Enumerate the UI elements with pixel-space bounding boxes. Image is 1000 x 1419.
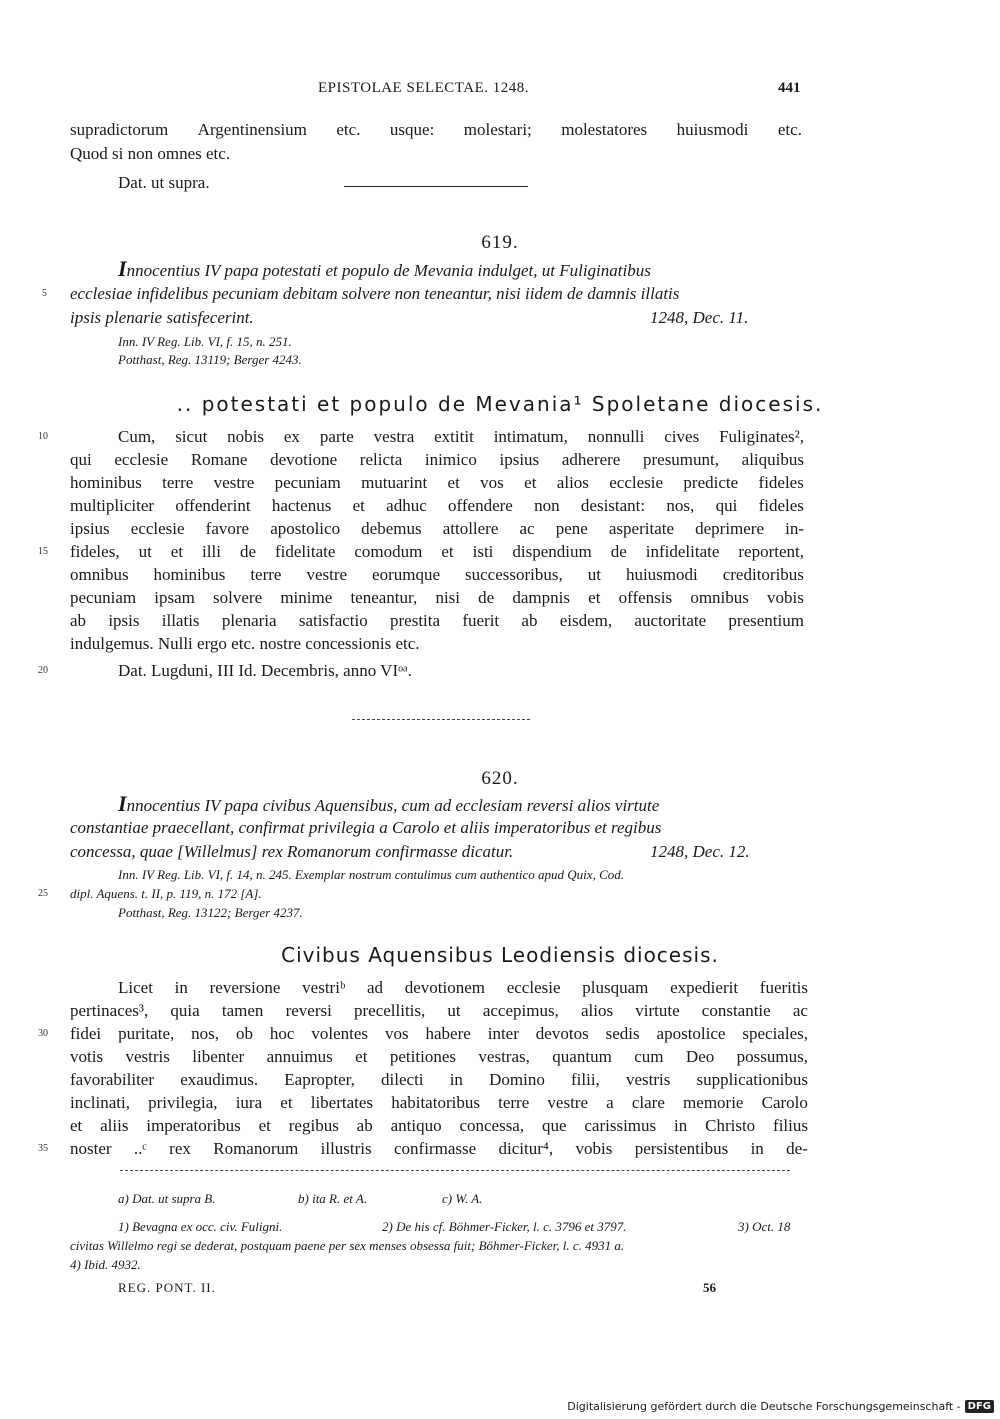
word: ipsius <box>70 519 110 538</box>
word: omnibus <box>690 588 749 607</box>
word: filii, <box>571 1070 600 1089</box>
running-title: EPISTOLAE SELECTAE. 1248. <box>318 80 530 96</box>
word: vestra <box>373 427 415 446</box>
word: privilegia, <box>148 1093 218 1112</box>
word: speciales, <box>742 1024 808 1043</box>
doc619-body-6 <box>70 564 804 586</box>
word: qui <box>715 496 738 515</box>
word: huiusmodi <box>625 565 698 584</box>
word: habere <box>425 1024 471 1043</box>
doc620-address: Civibus Aquensibus Leodiensis diocesis. <box>281 943 719 967</box>
footnote-3-cont: civitas Willelmo regi se dederat, postquam paene per sex menses obsessa fuit; Böhmer-Ficker, l. c. 4931 a. <box>70 1238 625 1253</box>
word: pecuniam <box>274 473 341 492</box>
word: ob <box>235 1024 253 1043</box>
word: favorabiliter <box>70 1070 155 1089</box>
word: inimico <box>424 450 477 469</box>
word: vobis <box>767 588 804 607</box>
word: Fuliginates², <box>719 427 804 446</box>
word: presumunt, <box>642 450 720 469</box>
line-number-10: 10 <box>38 431 48 442</box>
doc619-body-2 <box>70 472 804 494</box>
word: que <box>541 1116 567 1135</box>
word: attollere <box>442 519 499 538</box>
word: ipsius <box>499 450 540 469</box>
word: noster <box>70 1139 112 1158</box>
footnote-b: b) ita R. et A. <box>298 1191 368 1206</box>
word: Deo <box>685 1047 715 1066</box>
word: predicte <box>683 473 739 492</box>
word: vobis <box>575 1139 613 1158</box>
word: Romanorum <box>213 1139 299 1158</box>
doc619-body-1 <box>70 449 804 471</box>
doc619-body-3 <box>70 495 804 517</box>
word: de <box>239 542 256 561</box>
doc619-number: 619. <box>481 232 519 253</box>
word: antiquo <box>390 1116 442 1135</box>
doc620-ref-3: Potthast, Reg. 13122; Berger 4237. <box>118 905 303 920</box>
word: quia <box>170 1001 200 1020</box>
doc620-summary-2: constantiae praecellant, confirmat privilegia a Carolo et aliis imperatoribus et regibus <box>70 818 662 837</box>
word: vos <box>480 473 504 492</box>
word: offensis <box>618 588 673 607</box>
word: et <box>258 1116 271 1135</box>
word: prestita <box>390 611 441 630</box>
word: aliquibus <box>741 450 804 469</box>
line-number-5: 5 <box>42 288 47 299</box>
word: vestris <box>625 1070 671 1089</box>
word: et <box>447 473 460 492</box>
word: Christo <box>705 1116 756 1135</box>
doc620-summary-3: concessa, quae [Willelmus] rex Romanorum confirmasse dicatur. <box>70 842 514 861</box>
word: imperatoribus <box>146 1116 241 1135</box>
word: de <box>610 542 627 561</box>
word: dispendium <box>512 542 592 561</box>
doc619-body-4 <box>70 518 804 540</box>
doc619-summary-2: ecclesiae infidelibus pecuniam debitam solvere non teneantur, nisi iidem de damnis illatis <box>70 284 680 303</box>
word: dampnis <box>512 588 570 607</box>
word: ecclesie <box>114 450 169 469</box>
doc619-ref-2: Potthast, Reg. 13119; Berger 4243. <box>118 352 302 367</box>
word: asperitate <box>608 519 675 538</box>
word: ad <box>366 978 383 997</box>
word: cives <box>664 427 700 446</box>
doc619-drop-initial: I <box>118 256 127 281</box>
word: offendere <box>448 496 513 515</box>
word: presentium <box>728 611 804 630</box>
word: Cum, <box>118 427 156 446</box>
word: in <box>449 1070 463 1089</box>
word: ab <box>356 1116 373 1135</box>
doc620-body-4 <box>70 1069 808 1091</box>
word: relicta <box>359 450 403 469</box>
line-number-20: 20 <box>38 665 48 676</box>
prev-line-2: Quod si non omnes etc. <box>70 144 231 163</box>
word: ut <box>447 1001 461 1020</box>
word: persistentibus <box>634 1139 729 1158</box>
word: Eapropter, <box>284 1070 355 1089</box>
word: ac <box>792 1001 808 1020</box>
word: eorumque <box>372 565 441 584</box>
word: nos, <box>191 1024 220 1043</box>
word: pene <box>555 519 588 538</box>
word: ac <box>519 519 535 538</box>
word: nisi <box>435 588 460 607</box>
doc619-ref-1: Inn. IV Reg. Lib. VI, f. 15, n. 251. <box>118 334 292 349</box>
word: ex <box>283 427 300 446</box>
word: volentes <box>311 1024 369 1043</box>
word: expedierit <box>670 978 739 997</box>
word: creditoribus <box>722 565 804 584</box>
word: nos, <box>666 496 695 515</box>
word: fueritis <box>759 978 808 997</box>
word: libertates <box>310 1093 374 1112</box>
word: in <box>174 978 188 997</box>
word: exaudimus. <box>180 1070 259 1089</box>
word: vestre <box>213 473 255 492</box>
word: vestre <box>306 565 348 584</box>
word: multipliciter <box>70 496 155 515</box>
word: et <box>70 1116 83 1135</box>
footnote-separator <box>120 1170 790 1171</box>
word: ab <box>521 611 538 630</box>
word: vos <box>384 1024 409 1043</box>
line-number-25: 25 <box>38 888 48 899</box>
word: Licet <box>118 978 153 997</box>
doc619-body-5 <box>70 541 804 563</box>
word: puritate, <box>118 1024 175 1043</box>
doc620-body-7 <box>70 1138 808 1160</box>
word: adhuc <box>386 496 427 515</box>
word: pertinaces³, <box>70 1001 149 1020</box>
word: sicut <box>175 427 208 446</box>
doc619-dat: Dat. Lugduni, III Id. Decembris, anno VIᵒᵃ. <box>118 661 412 680</box>
doc619-body-7 <box>70 587 804 609</box>
word: non <box>534 496 560 515</box>
word: clare <box>631 1093 665 1112</box>
doc619-address: .. potestati et populo de Mevania¹ Spoletane diocesis. <box>176 392 824 416</box>
word: ecclesie <box>506 978 561 997</box>
word: terre <box>250 565 282 584</box>
doc620-ref-1: Inn. IV Reg. Lib. VI, f. 14, n. 245. Exemplar nostrum contulimus cum authentico apud Quix, Cod. <box>118 867 624 882</box>
word: hominibus <box>153 565 226 584</box>
word: hominibus <box>70 473 142 492</box>
word: extitit <box>434 427 474 446</box>
doc620-body-2 <box>70 1023 808 1045</box>
word: vestre <box>547 1093 588 1112</box>
doc620-number: 620. <box>481 768 519 789</box>
word: habitatoribus <box>391 1093 480 1112</box>
word: fideles, <box>70 542 120 561</box>
word: ecclesie <box>130 519 185 538</box>
word: vestris <box>125 1047 170 1066</box>
word: eisdem, <box>559 611 613 630</box>
footnote-3-start: 3) Oct. 18 <box>738 1219 791 1234</box>
word: usque: <box>389 120 435 139</box>
doc620-body-6 <box>70 1115 808 1137</box>
word: iura <box>235 1093 263 1112</box>
word: fidelitate <box>274 542 336 561</box>
word: terre <box>162 473 194 492</box>
word: quantum <box>552 1047 612 1066</box>
word: parte <box>319 427 354 446</box>
footnote-2: 2) De his cf. Böhmer-Ficker, l. c. 3796 et 3797. <box>382 1219 627 1234</box>
word: devotione <box>270 450 338 469</box>
prev-line-1 <box>70 119 802 141</box>
funding-notice <box>567 1400 994 1413</box>
word: memorie <box>683 1093 744 1112</box>
doc620-body-1 <box>70 1000 808 1022</box>
word: fideles <box>758 473 804 492</box>
word: fidei <box>70 1024 102 1043</box>
word: ut <box>138 542 152 561</box>
word: etc. <box>336 120 361 139</box>
doc620-ref-2: dipl. Aquens. t. II, p. 119, n. 172 [A]. <box>70 886 262 901</box>
word: inclinati, <box>70 1093 130 1112</box>
word: satisfactio <box>298 611 368 630</box>
word: fuerit <box>462 611 500 630</box>
word: regibus <box>288 1116 339 1135</box>
word: in- <box>785 519 804 538</box>
word: apostolico <box>270 519 341 538</box>
word: qui <box>70 450 92 469</box>
sheet-number: 56 <box>703 1280 716 1295</box>
word: et <box>524 473 537 492</box>
word: ..ᶜ <box>133 1139 147 1158</box>
word: alios <box>580 1001 614 1020</box>
word: de <box>478 588 495 607</box>
section-divider <box>352 719 530 720</box>
prev-end-rule <box>344 186 528 187</box>
word: precellitis, <box>353 1001 426 1020</box>
line-number-30: 30 <box>38 1028 48 1039</box>
word: plenaria <box>221 611 277 630</box>
word: fideles <box>758 496 804 515</box>
word: rex <box>169 1139 191 1158</box>
word: omnibus <box>70 565 129 584</box>
word: devotos <box>535 1024 589 1043</box>
word: illatis <box>161 611 200 630</box>
word: teneantur, <box>350 588 418 607</box>
word: devotionem <box>404 978 485 997</box>
word: et <box>170 542 184 561</box>
word: Domino <box>489 1070 545 1089</box>
word: confirmasse <box>394 1139 477 1158</box>
word: virtute <box>635 1001 680 1020</box>
line-number-15: 15 <box>38 546 48 557</box>
word: supplicationibus <box>696 1070 808 1089</box>
word: tamen <box>221 1001 264 1020</box>
word: deprimere <box>695 519 765 538</box>
word: dicitur⁴, <box>498 1139 554 1158</box>
word: reversione <box>209 978 281 997</box>
word: et <box>588 588 601 607</box>
word: in <box>750 1139 764 1158</box>
word: adherere <box>561 450 621 469</box>
dfg-logo: DFG <box>965 1400 994 1413</box>
word: et <box>280 1093 293 1112</box>
word: debemus <box>361 519 422 538</box>
word: terre <box>498 1093 530 1112</box>
word: hoc <box>269 1024 295 1043</box>
word: constantie <box>701 1001 771 1020</box>
doc620-date: 1248, Dec. 12. <box>650 842 750 861</box>
word: illi <box>202 542 221 561</box>
doc620-body-0 <box>118 977 808 999</box>
doc620-body-3 <box>70 1046 808 1068</box>
word: concessa, <box>459 1116 525 1135</box>
word: successoribus, <box>465 565 563 584</box>
word: ipsis <box>108 611 140 630</box>
word: supradictorum <box>70 120 169 139</box>
doc620-summary-1-text: nnocentius IV papa civibus Aquensibus, cum ad ecclesiam reversi alios virtute <box>126 796 660 815</box>
word: et <box>355 1047 368 1066</box>
word: pecuniam <box>70 588 137 607</box>
word: infidelitate <box>645 542 720 561</box>
word: reversi <box>285 1001 332 1020</box>
word: a <box>606 1093 614 1112</box>
word: nonnulli <box>587 427 645 446</box>
word: petitiones <box>389 1047 456 1066</box>
word: libenter <box>192 1047 245 1066</box>
word: possumus, <box>736 1047 808 1066</box>
word: carissimus <box>584 1116 657 1135</box>
doc620-body-5 <box>70 1092 808 1114</box>
word: vestras, <box>478 1047 530 1066</box>
word: ecclesie <box>609 473 664 492</box>
page-number: 441 <box>778 80 801 96</box>
doc619-summary-1 <box>118 258 651 282</box>
footnote-4: 4) Ibid. 4932. <box>70 1257 141 1272</box>
doc620-summary-1 <box>118 793 659 817</box>
line-number-35: 35 <box>38 1143 48 1154</box>
prev-dat: Dat. ut supra. <box>118 173 210 192</box>
word: de- <box>786 1139 808 1158</box>
word: solvere <box>213 588 263 607</box>
doc619-body-8 <box>70 610 804 632</box>
word: ut <box>587 565 601 584</box>
word: ipsam <box>154 588 195 607</box>
word: offenderint <box>175 496 251 515</box>
word: vestriᵇ <box>302 978 346 997</box>
word: intimatum, <box>493 427 568 446</box>
word: Carolo <box>761 1093 808 1112</box>
word: et <box>352 496 365 515</box>
word: desistant: <box>580 496 646 515</box>
word: alios <box>556 473 589 492</box>
word: nobis <box>227 427 265 446</box>
word: comodum <box>354 542 423 561</box>
doc619-body-0 <box>118 426 804 448</box>
word: apostolice <box>656 1024 726 1043</box>
word: annuimus <box>266 1047 333 1066</box>
sheet-signature: REG. PONT. II. <box>118 1280 216 1295</box>
doc619-body-9: indulgemus. Nulli ergo etc. nostre concessionis etc. <box>70 634 420 653</box>
word: reportent, <box>738 542 804 561</box>
word: plusquam <box>582 978 649 997</box>
word: ab <box>70 611 87 630</box>
word: illustris <box>320 1139 372 1158</box>
word: Argentinensium <box>197 120 307 139</box>
word: dilecti <box>381 1070 424 1089</box>
word: hactenus <box>271 496 332 515</box>
word: inter <box>487 1024 519 1043</box>
word: minime <box>280 588 333 607</box>
word: sedis <box>605 1024 640 1043</box>
footnote-1: 1) Bevagna ex occ. civ. Fuligni. <box>118 1219 283 1234</box>
word: Romane <box>190 450 248 469</box>
doc619-summary-1-text: nnocentius IV papa potestati et populo de Mevania indulget, ut Fuliginatibus <box>126 261 651 280</box>
footnote-c: c) W. A. <box>442 1191 483 1206</box>
word: mutuarint <box>361 473 428 492</box>
word: votis <box>70 1047 104 1066</box>
word: favore <box>205 519 250 538</box>
word: isti <box>472 542 494 561</box>
word: in <box>674 1116 688 1135</box>
footnote-a: a) Dat. ut supra B. <box>118 1191 216 1206</box>
word: molestatores <box>561 120 648 139</box>
word: filius <box>773 1116 808 1135</box>
doc619-summary-3: ipsis plenarie satisfecerint. <box>70 308 254 327</box>
doc620-drop-initial: I <box>118 791 127 816</box>
word: et <box>441 542 454 561</box>
word: aliis <box>100 1116 129 1135</box>
word: accepimus, <box>482 1001 559 1020</box>
word: molestari; <box>463 120 532 139</box>
word: huiusmodi <box>676 120 749 139</box>
funding-text: Digitalisierung gefördert durch die Deutsche Forschungsgemeinschaft - <box>567 1400 961 1413</box>
word: cum <box>634 1047 664 1066</box>
word: etc. <box>777 120 802 139</box>
doc619-date: 1248, Dec. 11. <box>650 308 749 327</box>
word: auctoritate <box>634 611 707 630</box>
